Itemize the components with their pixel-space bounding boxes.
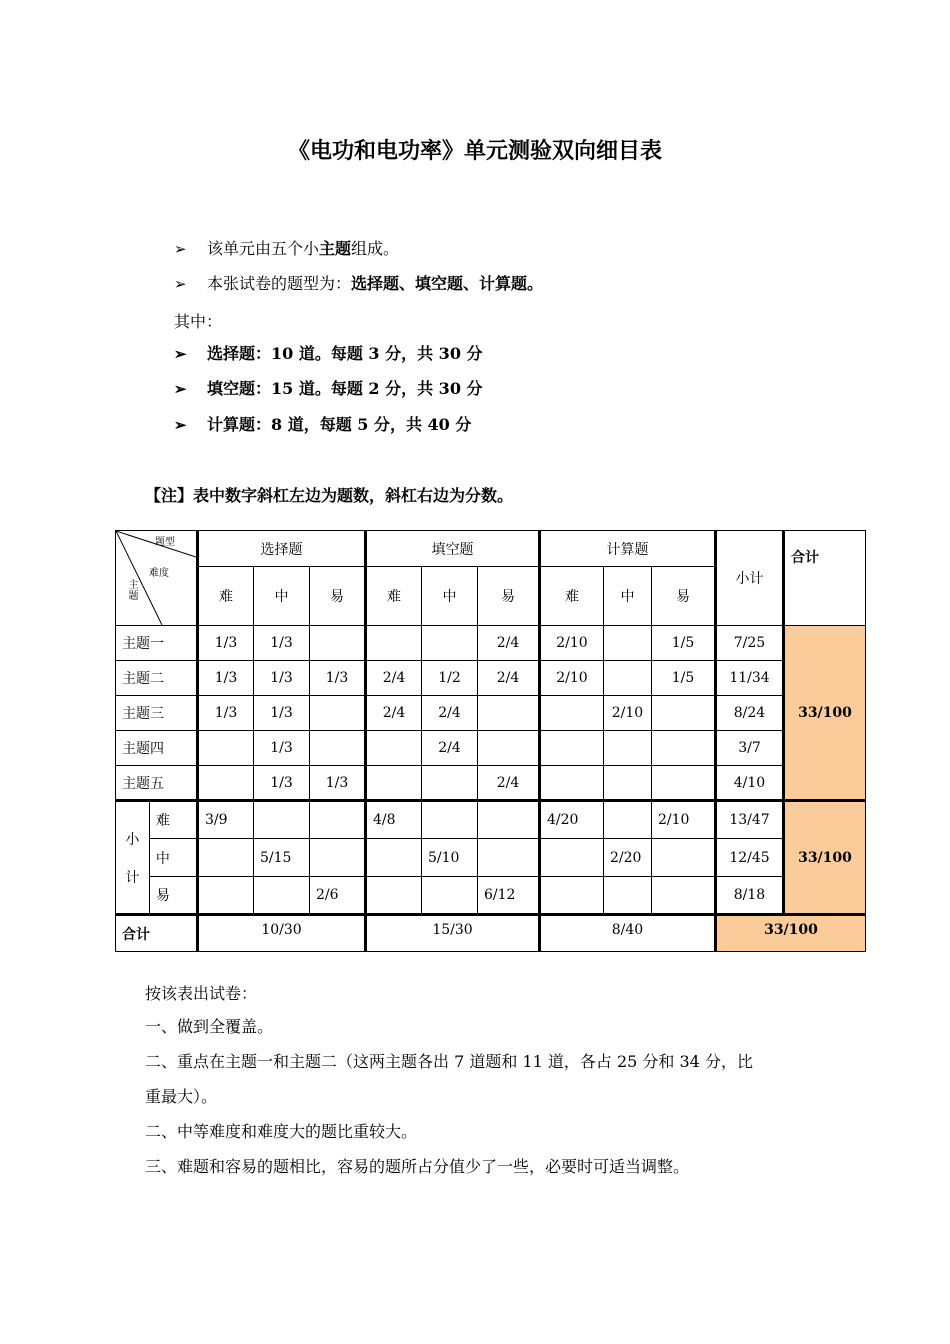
subtotal-side-char: 计 <box>125 869 140 886</box>
value-cell <box>310 626 366 661</box>
value-cell <box>540 766 604 801</box>
level-header: 难 <box>198 567 254 626</box>
value-cell: 1/3 <box>310 766 366 801</box>
type-header-choice: 选择题 <box>198 531 366 567</box>
value-cell <box>366 877 422 915</box>
detail-choice: ➢ 选择题：10 道。每题 3 分，共 30 分 <box>174 344 483 363</box>
row-subtotal-cell: 11/34 <box>716 661 784 696</box>
topic-name-cell: 主题二 <box>116 661 198 696</box>
paragraph-point-3: 二、中等难度和难度大的题比重较大。 <box>145 1122 418 1141</box>
value-cell: 2/4 <box>478 626 540 661</box>
value-cell: 2/10 <box>540 661 604 696</box>
value-cell: 2/10 <box>540 626 604 661</box>
value-cell: 2/6 <box>310 877 366 915</box>
value-cell <box>652 839 716 877</box>
value-cell: 1/3 <box>198 661 254 696</box>
grand-total: 33/100 <box>716 915 866 952</box>
topic-name-cell: 主题四 <box>116 731 198 766</box>
level-name-cell: 易 <box>149 877 197 915</box>
table-row <box>116 839 866 877</box>
total-row-label: 合计 <box>116 915 198 952</box>
bullet-arrow-icon: ➢ <box>174 345 187 363</box>
value-cell <box>540 839 604 877</box>
value-cell <box>422 877 478 915</box>
table-row <box>116 696 866 731</box>
topic-name-cell: 主题三 <box>116 696 198 731</box>
value-cell: 1/3 <box>310 661 366 696</box>
value-cell: 1/2 <box>422 661 478 696</box>
value-cell: 1/5 <box>652 661 716 696</box>
level-header: 难 <box>366 567 422 626</box>
value-cell: 2/4 <box>422 696 478 731</box>
value-cell: 2/4 <box>478 766 540 801</box>
value-cell <box>198 877 254 915</box>
row-subtotal-cell: 4/10 <box>716 766 784 801</box>
value-cell <box>604 877 652 915</box>
level-name-cell: 中 <box>149 839 197 877</box>
value-cell: 1/3 <box>254 696 310 731</box>
value-cell: 6/12 <box>478 877 540 915</box>
document-title: 《电功和电功率》单元测验双向细目表 <box>287 139 662 164</box>
level-name-cell: 难 <box>149 801 197 839</box>
table-row <box>116 731 866 766</box>
paragraph-point-2-cont: 重最大）。 <box>145 1087 218 1106</box>
type-total-calc: 8/40 <box>540 915 716 952</box>
total-header: 合计 <box>784 531 866 626</box>
row-subtotal-cell: 8/18 <box>716 877 784 915</box>
level-header: 易 <box>310 567 366 626</box>
value-cell: 5/10 <box>422 839 478 877</box>
bullet-arrow-icon: ➢ <box>174 416 187 434</box>
type-header-fill: 填空题 <box>366 531 540 567</box>
subtotal-side-label <box>116 801 150 915</box>
value-cell: 2/4 <box>478 661 540 696</box>
table-row <box>116 626 866 661</box>
value-cell <box>604 661 652 696</box>
value-cell: 4/8 <box>366 801 422 839</box>
bullet-topics: ➢ 该单元由五个小主题组成。 <box>174 239 400 258</box>
table-row <box>116 877 866 915</box>
type-total-fill: 15/30 <box>366 915 540 952</box>
value-cell <box>422 626 478 661</box>
table-row <box>116 766 866 801</box>
value-cell <box>604 801 652 839</box>
value-cell: 1/3 <box>254 626 310 661</box>
value-cell: 5/15 <box>254 839 310 877</box>
value-cell: 1/3 <box>198 696 254 731</box>
type-header-calc: 计算题 <box>540 531 716 567</box>
level-header: 易 <box>478 567 540 626</box>
subtotal-header: 小计 <box>716 531 784 626</box>
value-cell: 1/3 <box>254 731 310 766</box>
value-cell <box>366 626 422 661</box>
value-cell <box>198 731 254 766</box>
row-subtotal-cell: 3/7 <box>716 731 784 766</box>
level-header: 中 <box>422 567 478 626</box>
value-cell: 1/3 <box>254 661 310 696</box>
value-cell <box>198 766 254 801</box>
topic-name-cell: 主题五 <box>116 766 198 801</box>
topic-name-cell: 主题一 <box>116 626 198 661</box>
spec-table <box>115 530 866 952</box>
corner-type-label: 题型 <box>155 537 175 548</box>
level-header: 难 <box>540 567 604 626</box>
value-cell <box>366 731 422 766</box>
value-cell <box>366 839 422 877</box>
level-total-cell: 33/100 <box>784 801 866 915</box>
detail-fill: ➢ 填空题：15 道。每题 2 分，共 30 分 <box>174 379 483 398</box>
corner-header-cell <box>116 531 198 626</box>
value-cell <box>478 731 540 766</box>
topic-total-cell: 33/100 <box>784 626 866 801</box>
bullet-question-types: ➢ 本张试卷的题型为：选择题、填空题、计算题。 <box>174 274 544 293</box>
value-cell <box>422 766 478 801</box>
paragraph-point-1: 一、做到全覆盖。 <box>145 1017 274 1036</box>
row-subtotal-cell: 12/45 <box>716 839 784 877</box>
value-cell <box>540 877 604 915</box>
detail-calc: ➢ 计算题：8 道，每题 5 分，共 40 分 <box>174 415 472 434</box>
level-header: 中 <box>604 567 652 626</box>
bullet-arrow-icon: ➢ <box>174 240 187 258</box>
row-subtotal-cell: 7/25 <box>716 626 784 661</box>
table-note: 【注】表中数字斜杠左边为题数，斜杠右边为分数。 <box>145 486 514 505</box>
row-subtotal-cell: 8/24 <box>716 696 784 731</box>
value-cell <box>366 766 422 801</box>
value-cell <box>310 696 366 731</box>
value-cell <box>310 801 366 839</box>
value-cell <box>198 839 254 877</box>
paragraph-intro: 按该表出试卷： <box>145 984 258 1003</box>
value-cell <box>254 877 310 915</box>
value-cell: 1/3 <box>254 766 310 801</box>
bullet-arrow-icon: ➢ <box>174 275 187 293</box>
value-cell: 2/4 <box>422 731 478 766</box>
level-header: 易 <box>652 567 716 626</box>
value-cell <box>310 839 366 877</box>
value-cell <box>310 731 366 766</box>
subtotal-side-char: 小 <box>125 831 140 848</box>
value-cell: 4/20 <box>540 801 604 839</box>
value-cell <box>540 731 604 766</box>
value-cell <box>652 766 716 801</box>
value-cell: 2/10 <box>652 801 716 839</box>
corner-topic-label: 主题 <box>128 580 139 602</box>
value-cell <box>254 801 310 839</box>
value-cell <box>478 696 540 731</box>
table-row <box>116 661 866 696</box>
value-cell: 2/4 <box>366 661 422 696</box>
value-cell <box>652 877 716 915</box>
value-cell <box>604 626 652 661</box>
value-cell: 1/5 <box>652 626 716 661</box>
paragraph-point-2: 二、重点在主题一和主题二（这两主题各出 7 道题和 11 道，各占 25 分和 34 分，比 <box>145 1052 753 1071</box>
value-cell: 1/3 <box>198 626 254 661</box>
value-cell <box>604 766 652 801</box>
bullet-arrow-icon: ➢ <box>174 380 187 398</box>
value-cell <box>478 801 540 839</box>
value-cell: 3/9 <box>198 801 254 839</box>
value-cell: 2/10 <box>604 696 652 731</box>
value-cell: 2/4 <box>366 696 422 731</box>
level-header: 中 <box>254 567 310 626</box>
value-cell: 2/20 <box>604 839 652 877</box>
value-cell <box>652 696 716 731</box>
intro-text: 其中： <box>174 312 223 331</box>
value-cell <box>540 696 604 731</box>
paragraph-point-4: 三、难题和容易的题相比，容易的题所占分值少了一些，必要时可适当调整。 <box>145 1157 690 1176</box>
value-cell <box>422 801 478 839</box>
table-row <box>116 801 866 839</box>
type-total-choice: 10/30 <box>198 915 366 952</box>
value-cell <box>652 731 716 766</box>
value-cell <box>478 839 540 877</box>
row-subtotal-cell: 13/47 <box>716 801 784 839</box>
corner-difficulty-label: 难度 <box>149 568 169 579</box>
value-cell <box>604 731 652 766</box>
